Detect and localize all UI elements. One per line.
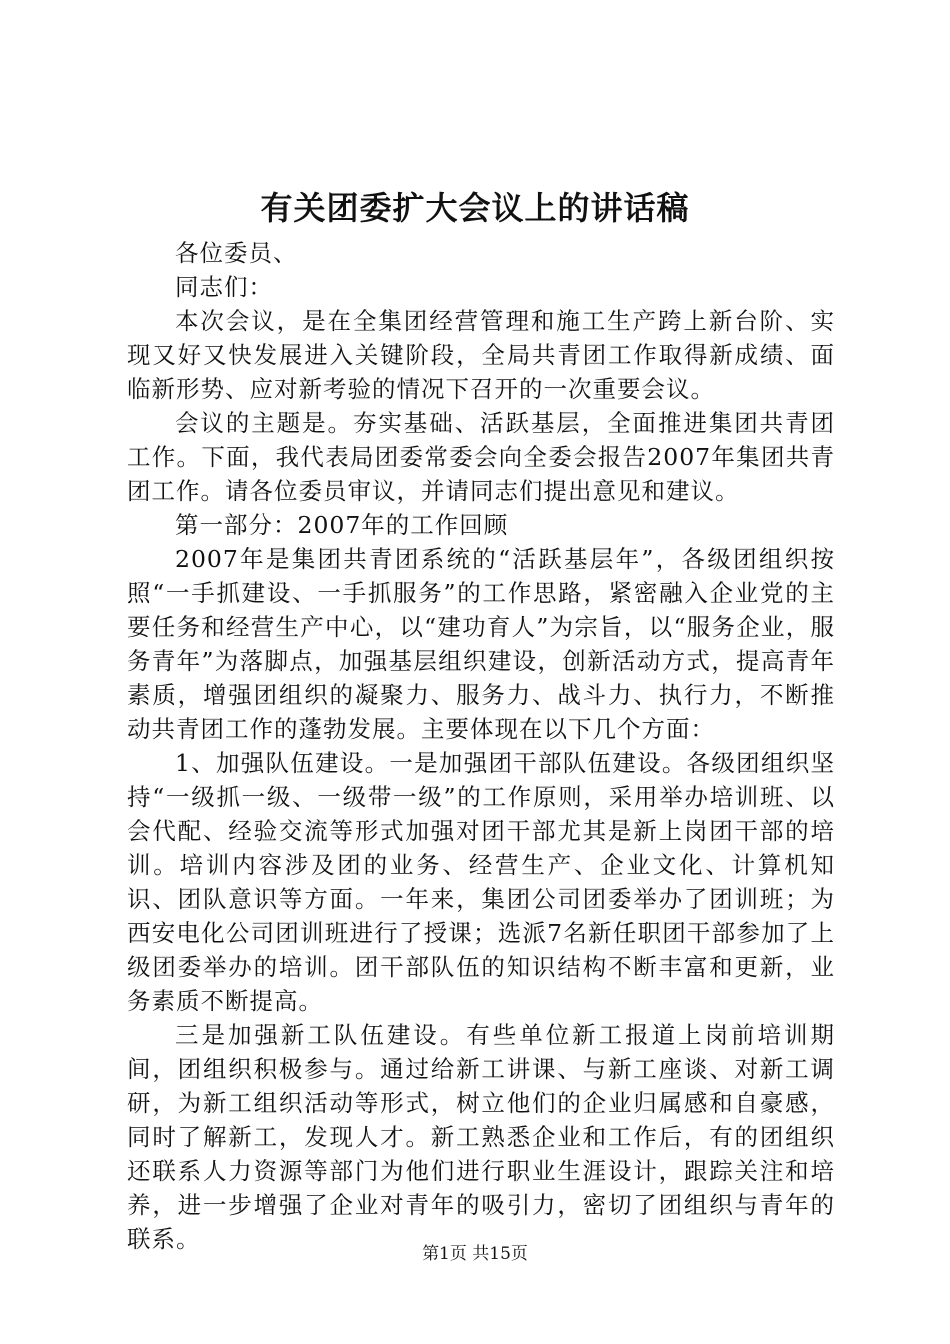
- paragraph-intro: 本次会议，是在全集团经营管理和施工生产跨上新台阶、实现又好又快发展进入关键阶段，全局共青团工作取得新成绩、面临新形势、应对新考验的情况下召开的一次重要会议。: [127, 307, 835, 403]
- paragraph-theme: 会议的主题是。夯实基础、活跃基层，全面推进集团共青团工作。下面，我代表局团委常委会向全委会报告2007年集团共青团工作。请各位委员审议，并请同志们提出意见和建议。: [127, 409, 835, 505]
- paragraph-team-building: 1、加强队伍建设。一是加强团干部队伍建设。各级团组织坚持“一级抓一级、一级带一级”的工作原则，采用举办培训班、以会代配、经验交流等形式加强对团干部尤其是新上岗团干部的培训。培训内容涉及团的业务、经营生产、企业文化、计算机知识、团队意识等方面。一年来，集团公司团委举办了团训班；为西安电化公司团训班进行了授课；选派7名新任职团干部参加了上级团委举办的培训。团干部队伍的知识结构不断丰富和更新，业务素质不断提高。: [127, 749, 835, 1015]
- document-title: 有关团委扩大会议上的讲话稿: [260, 189, 690, 227]
- section-heading: 第一部分：2007年的工作回顾: [175, 511, 509, 539]
- page-number-footer: 第1页 共15页: [422, 1244, 528, 1264]
- document-body: [127, 236, 835, 1256]
- salutation-line-2: 同志们：: [175, 273, 273, 301]
- paragraph-new-workers: 三是加强新工队伍建设。有些单位新工报道上岗前培训期间，团组织积极参与。通过给新工讲课、与新工座谈、对新工调研，为新工组织活动等形式，树立他们的企业归属感和自豪感，同时了解新工，发现人才。新工熟悉企业和工作后，有的团组织还联系人力资源等部门为他们进行职业生涯设计，跟踪关注和培养，进一步增强了企业对青年的吸引力，密切了团组织与青年的联系。: [127, 1021, 835, 1253]
- paragraph-review: 2007年是集团共青团系统的“活跃基层年”，各级团组织按照“一手抓建设、一手抓服务”的工作思路，紧密融入企业党的主要任务和经营生产中心，以“建功育人”为宗旨，以“服务企业，服务青年”为落脚点，加强基层组织建设，创新活动方式，提高青年素质，增强团组织的凝聚力、服务力、战斗力、执行力，不断推动共青团工作的蓬勃发展。主要体现在以下几个方面：: [127, 545, 835, 743]
- salutation-line-1: 各位委员、: [175, 239, 298, 267]
